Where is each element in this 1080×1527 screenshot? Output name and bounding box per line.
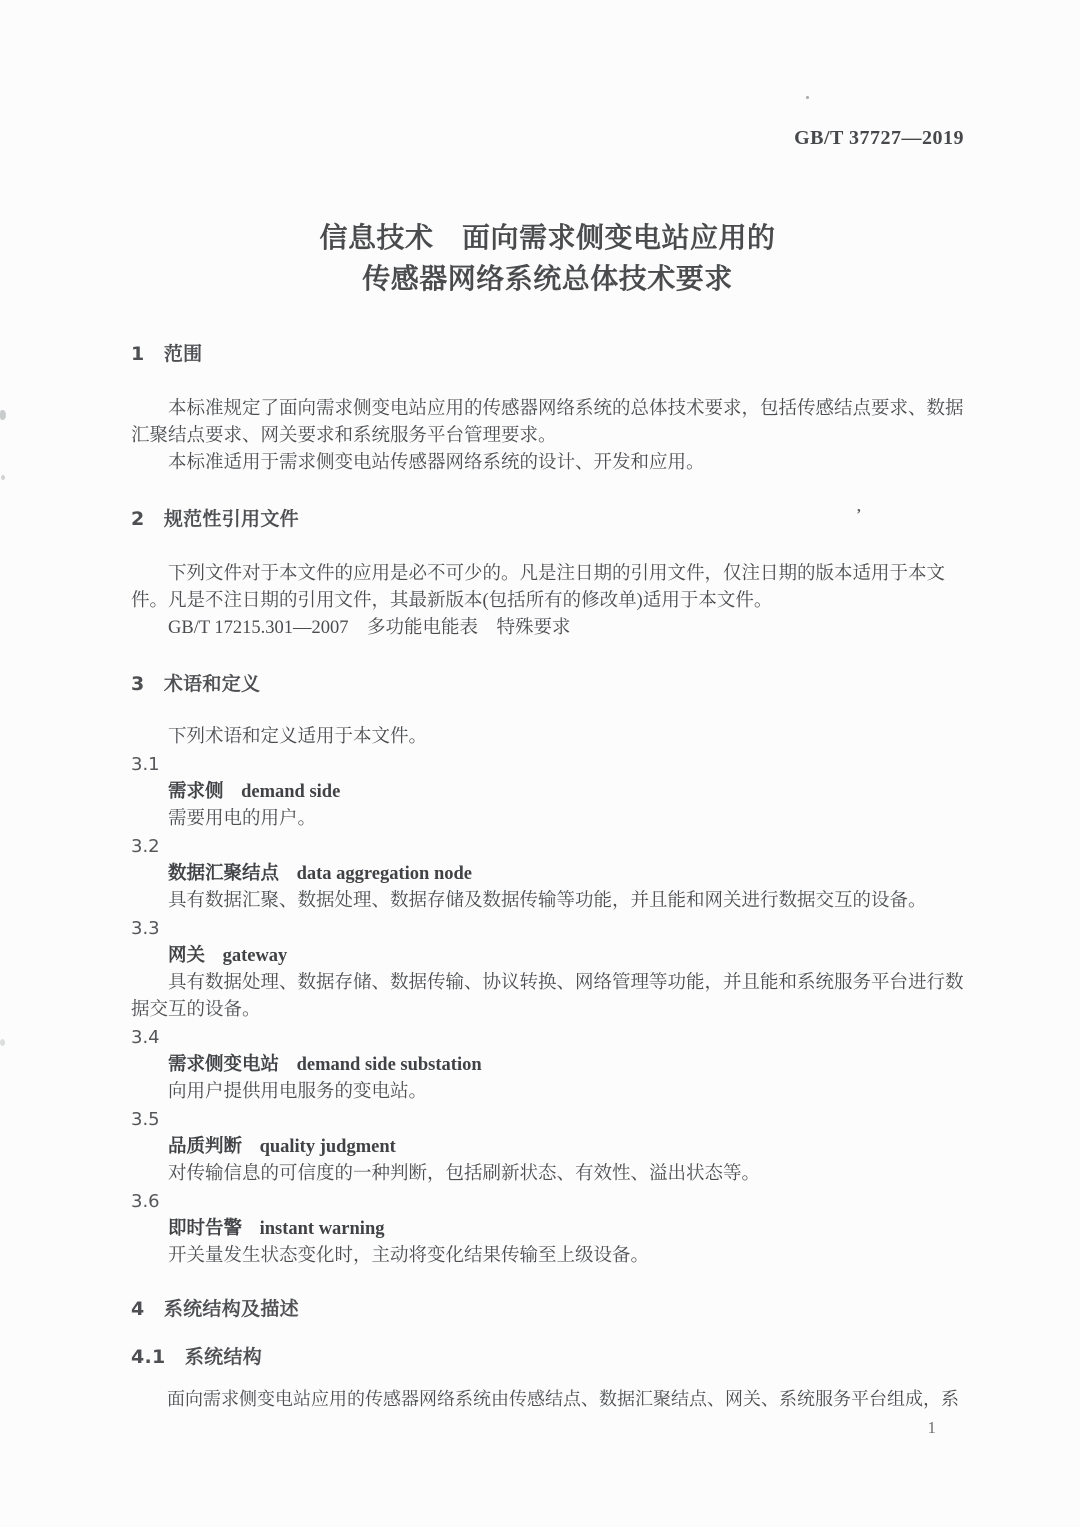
structure-paragraph: 面向需求侧变电站应用的传感器网络系统由传感结点、数据汇聚结点、网关、系统服务平台组成，系: [167, 1389, 959, 1409]
term-zh: 即时告警: [168, 1218, 243, 1239]
term-title: [131, 778, 964, 806]
scope-paragraph-2: 本标准适用于需求侧变电站传感器网络系统的设计、开发和应用。: [168, 453, 705, 473]
term-title: [131, 1215, 964, 1243]
section-heading-references: 2 规范性引用文件: [131, 508, 299, 530]
section-heading-terms: 3 术语和定义: [131, 673, 261, 695]
term-en: gateway: [222, 946, 288, 966]
term-en: data aggregation node: [296, 864, 472, 884]
term-block-3-5: [131, 1106, 964, 1188]
term-en: quality judgment: [259, 1137, 396, 1157]
term-number: 3.2: [131, 836, 160, 857]
term-zh: 需求侧变电站: [168, 1054, 280, 1075]
scope-paragraph-1: 本标准规定了面向需求侧变电站应用的传感器网络系统的总体技术要求，包括传感结点要求、数据汇聚结点要求、网关要求和系统服务平台管理要求。: [131, 399, 964, 446]
term-definition: 对传输信息的可信度的一种判断，包括刷新状态、有效性、溢出状态等。: [168, 1164, 761, 1184]
term-definition: 开关量发生状态变化时，主动将变化结果传输至上级设备。: [168, 1246, 650, 1266]
doc-number: GB/T 37727—2019: [794, 127, 964, 149]
term-en: demand side: [241, 782, 341, 802]
scan-artifact-dot: [806, 96, 809, 99]
term-title: [131, 1051, 964, 1079]
section-heading-structure: 4 系统结构及描述: [131, 1298, 299, 1320]
doc-title: [131, 217, 964, 299]
term-title: [131, 1133, 964, 1161]
term-block-3-3: [131, 915, 964, 1024]
term-zh: 需求侧: [168, 781, 224, 802]
term-block-3-2: [131, 833, 964, 915]
term-definition: 具有数据处理、数据存储、数据传输、协议转换、网络管理等功能，并且能和系统服务平台进行数据交互的设备。: [131, 973, 964, 1020]
scan-artifact-speck: [0, 1039, 5, 1046]
term-en: instant warning: [259, 1219, 385, 1239]
doc-header: [131, 125, 964, 153]
term-block-3-4: [131, 1024, 964, 1106]
term-title: [131, 942, 964, 970]
term-en: demand side substation: [296, 1055, 482, 1075]
term-number: 3.3: [131, 918, 160, 939]
doc-title-line2: 传感器网络系统总体技术要求: [362, 262, 733, 295]
term-zh: 品质判断: [168, 1136, 243, 1157]
term-zh: 数据汇聚结点: [168, 863, 280, 884]
scan-artifact-speck: [1, 475, 5, 480]
page-number: 1: [927, 1418, 936, 1437]
term-title: [131, 860, 964, 888]
references-paragraph: 下列文件对于本文件的应用是必不可少的。凡是注日期的引用文件，仅注日期的版本适用于本文件。凡是不注日期的引用文件，其最新版本(包括所有的修改单)适用于本文件。: [131, 564, 946, 611]
term-block-3-6: [131, 1188, 964, 1270]
scan-artifact-comma: ,: [857, 499, 861, 515]
term-definition: 需要用电的用户。: [168, 809, 317, 829]
term-definition: 具有数据汇聚、数据处理、数据存储及数据传输等功能，并且能和网关进行数据交互的设备。: [168, 891, 927, 911]
term-number: 3.6: [131, 1191, 160, 1212]
section-heading-scope: 1 范围: [131, 343, 203, 365]
scan-artifact-speck: [0, 410, 6, 420]
term-block-3-1: [131, 751, 964, 833]
term-number: 3.4: [131, 1027, 160, 1048]
subsection-heading-structure: 4.1 系统结构: [131, 1346, 263, 1368]
term-zh: 网关: [168, 945, 206, 966]
reference-entry: GB/T 17215.301—2007 多功能电能表 特殊要求: [168, 618, 571, 638]
doc-title-line1: 信息技术 面向需求侧变电站应用的: [319, 221, 776, 254]
term-definition: 向用户提供用电服务的变电站。: [168, 1082, 428, 1102]
term-number: 3.1: [131, 754, 160, 775]
page-footer: [131, 1416, 964, 1440]
terms-intro: 下列术语和定义适用于本文件。: [168, 727, 428, 747]
term-number: 3.5: [131, 1109, 160, 1130]
